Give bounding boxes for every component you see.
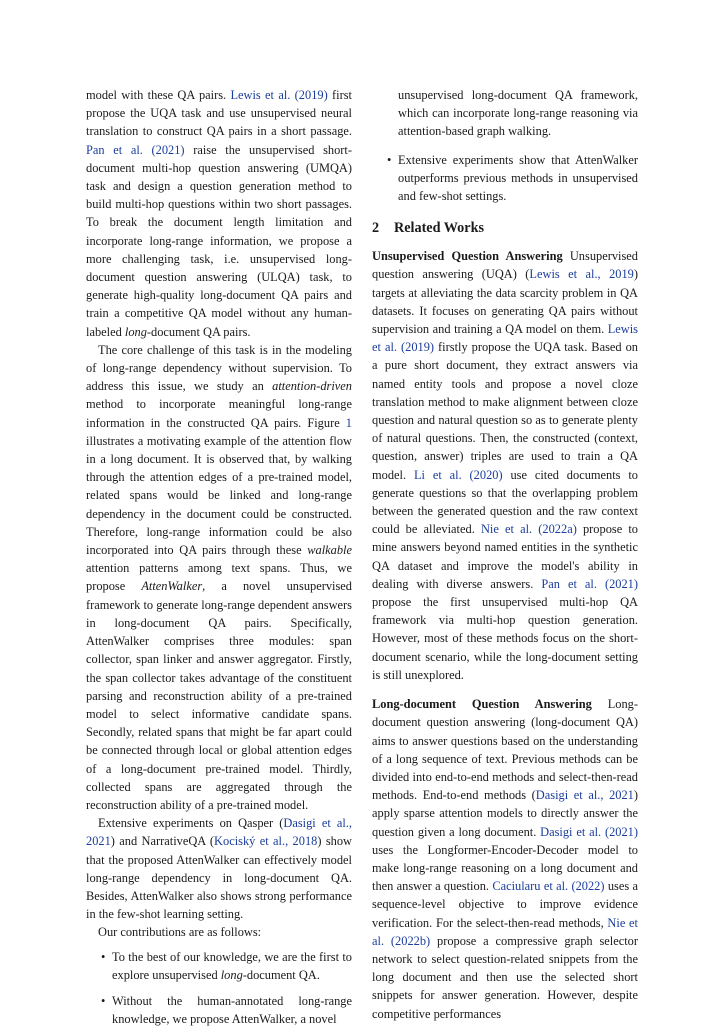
- contributions-list: [86, 948, 352, 1029]
- citation-link[interactable]: Lewis et al., 2019: [529, 267, 634, 282]
- left-column: [86, 86, 352, 1036]
- list-item-continuation: unsupervised long-document QA framework, which can incorporate long-range reasoning via attention-based graph walking.: [398, 88, 638, 139]
- intro-paragraph-2: The core challenge of this task is in the modeling of long-range dependency without supervision. To address this issue, we study an attention-driven method to incorporate meaningful long-range information in the constructed QA pairs. Figure 1 illustrates a motivating example of the attention flow in a long document. It is observed that, by walking through the attention edges of a pre-trained model, related spans would be linked and long-range dependency in the document could be constructed. Therefore, long-range information could be also incorporated into QA pairs through these walkable attention patterns among text spans. Thus, we propose AttenWalker, a novel unsupervised framework to generate long-range dependent answers in long-document QA pairs. Specifically, AttenWalker comprises three modules: span collector, span linker and answer aggregator. Firstly, the span collector takes advantage of the constituent parsing and reconstruction ability of a pre-trained model to select informative candidate spans. Secondly, related spans that might be far apart could be connected through local or global attention edges of a long-document pre-trained model. Thirdly, collected spans are aggregated through the reconstruction ability of a pre-trained model.: [86, 342, 352, 812]
- citation-link[interactable]: Nie et al. (2022a): [480, 522, 577, 537]
- figure-reference-link[interactable]: 1: [345, 415, 352, 430]
- section-number: 2: [372, 220, 380, 237]
- intro-paragraph-3: Extensive experiments on Qasper (Dasigi et al., 2021) and NarrativeQA (Kociský et al., 2018) show that the proposed AttenWalker can effectively model long-range dependency in long-document QA. Besides, AttenWalker also shows strong performance in the few-shot learning setting.: [86, 816, 353, 922]
- citation-link[interactable]: Dasigi et al. (2021): [540, 824, 638, 839]
- list-item: • Without the human-annotated long-range knowledge, we propose AttenWalker, a novel: [86, 992, 352, 1028]
- list-item: • Extensive experiments show that AttenWalker outperforms previous methods in unsupervised and few-shot settings.: [372, 151, 638, 206]
- list-item: • To the best of our knowledge, we are the first to explore unsupervised long-document QA.: [86, 948, 352, 984]
- section-heading: [372, 219, 638, 237]
- citation-link[interactable]: Pan et al. (2021): [541, 576, 638, 591]
- citation-link[interactable]: Dasigi et al., 2021: [86, 816, 352, 849]
- paragraph-heading: Long-document Question Answering: [372, 697, 592, 712]
- contributions-list-continued: [372, 151, 638, 206]
- contributions-intro: Our contributions are as follows:: [98, 925, 262, 940]
- paragraph-heading: Unsupervised Question Answering: [372, 249, 563, 264]
- citation-link[interactable]: Li et al. (2020): [413, 467, 503, 482]
- uqa-paragraph: Unsupervised Question Answering Unsupervised question answering (UQA) (Lewis et al., 2019) targets at alleviating the data scarcity problem in QA datasets. It focuses on generating QA pairs without supervision and training a QA model on them. Lewis et al. (2019) firstly propose the UQA task. Based on a pure short document, they extract answers via named entity tools and propose a novel cloze translation method to make alignment between cloze question and natural question so as to generate plenty of natural questions. Then, the constructed (context, question, answer) triples are used to train a QA model. Li et al. (2020) use cited documents to generate questions so that the overlapping problem between the generated question and the raw context could be alleviated. Nie et al. (2022a) propose to mine answers beyond named entities in the synthetic QA dataset and improve the model's ability in dealing with diverse answers. Pan et al. (2021) propose the first unsupervised multi-hop QA framework via multi-hop question generation. However, most of these methods focus on the short-document scenario, while the long-document setting is still unexplored.: [372, 249, 639, 682]
- citation-link[interactable]: Caciularu et al. (2022): [492, 879, 605, 894]
- right-column: [372, 86, 638, 1023]
- ldqa-paragraph: Long-document Question Answering Long-document question answering (long-document QA) aims to answer questions based on the understanding of a long sequence of text. Previous methods can be divided into end-to-end methods and select-then-read methods. End-to-end methods (Dasigi et al., 2021) apply sparse attention models to directly answer the question given a long document. Dasigi et al. (2021) uses the Longformer-Encoder-Decoder model to make long-range reasoning on a long document and then answer a question. Caciularu et al. (2022) uses a sequence-level objective to improve evidence verification. For the select-then-read methods, Nie et al. (2022b) propose a compressive graph selector network to select question-related snippets from the long document and then use the selected short snippets for answer generation. However, despite competitive performances: [372, 697, 638, 1021]
- citation-link[interactable]: Kociský et al., 2018: [214, 834, 318, 849]
- citation-link[interactable]: Nie et al. (2022b): [372, 915, 638, 948]
- citation-link[interactable]: Lewis et al. (2019): [372, 322, 638, 355]
- citation-link[interactable]: Dasigi et al., 2021: [535, 788, 634, 803]
- intro-paragraph-1: model with these QA pairs. Lewis et al. (2019) first propose the UQA task and use unsupervised neural translation to construct QA pairs in a short passage. Pan et al. (2021) raise the unsupervised short-document multi-hop question answering (UMQA) task and design a question generation method to build multi-hop questions within two short passages. To break the document length limitation and incorporate long-range information, we propose a more challenging task, i.e. unsupervised long-document question answering (ULQA) task, to generate high-quality long-document QA pairs and train a competitive QA model without any human-labeled long-document QA pairs.: [86, 88, 352, 339]
- section-title: Related Works: [394, 220, 484, 237]
- citation-link[interactable]: Pan et al. (2021): [86, 142, 185, 157]
- citation-link[interactable]: Lewis et al. (2019): [230, 88, 328, 102]
